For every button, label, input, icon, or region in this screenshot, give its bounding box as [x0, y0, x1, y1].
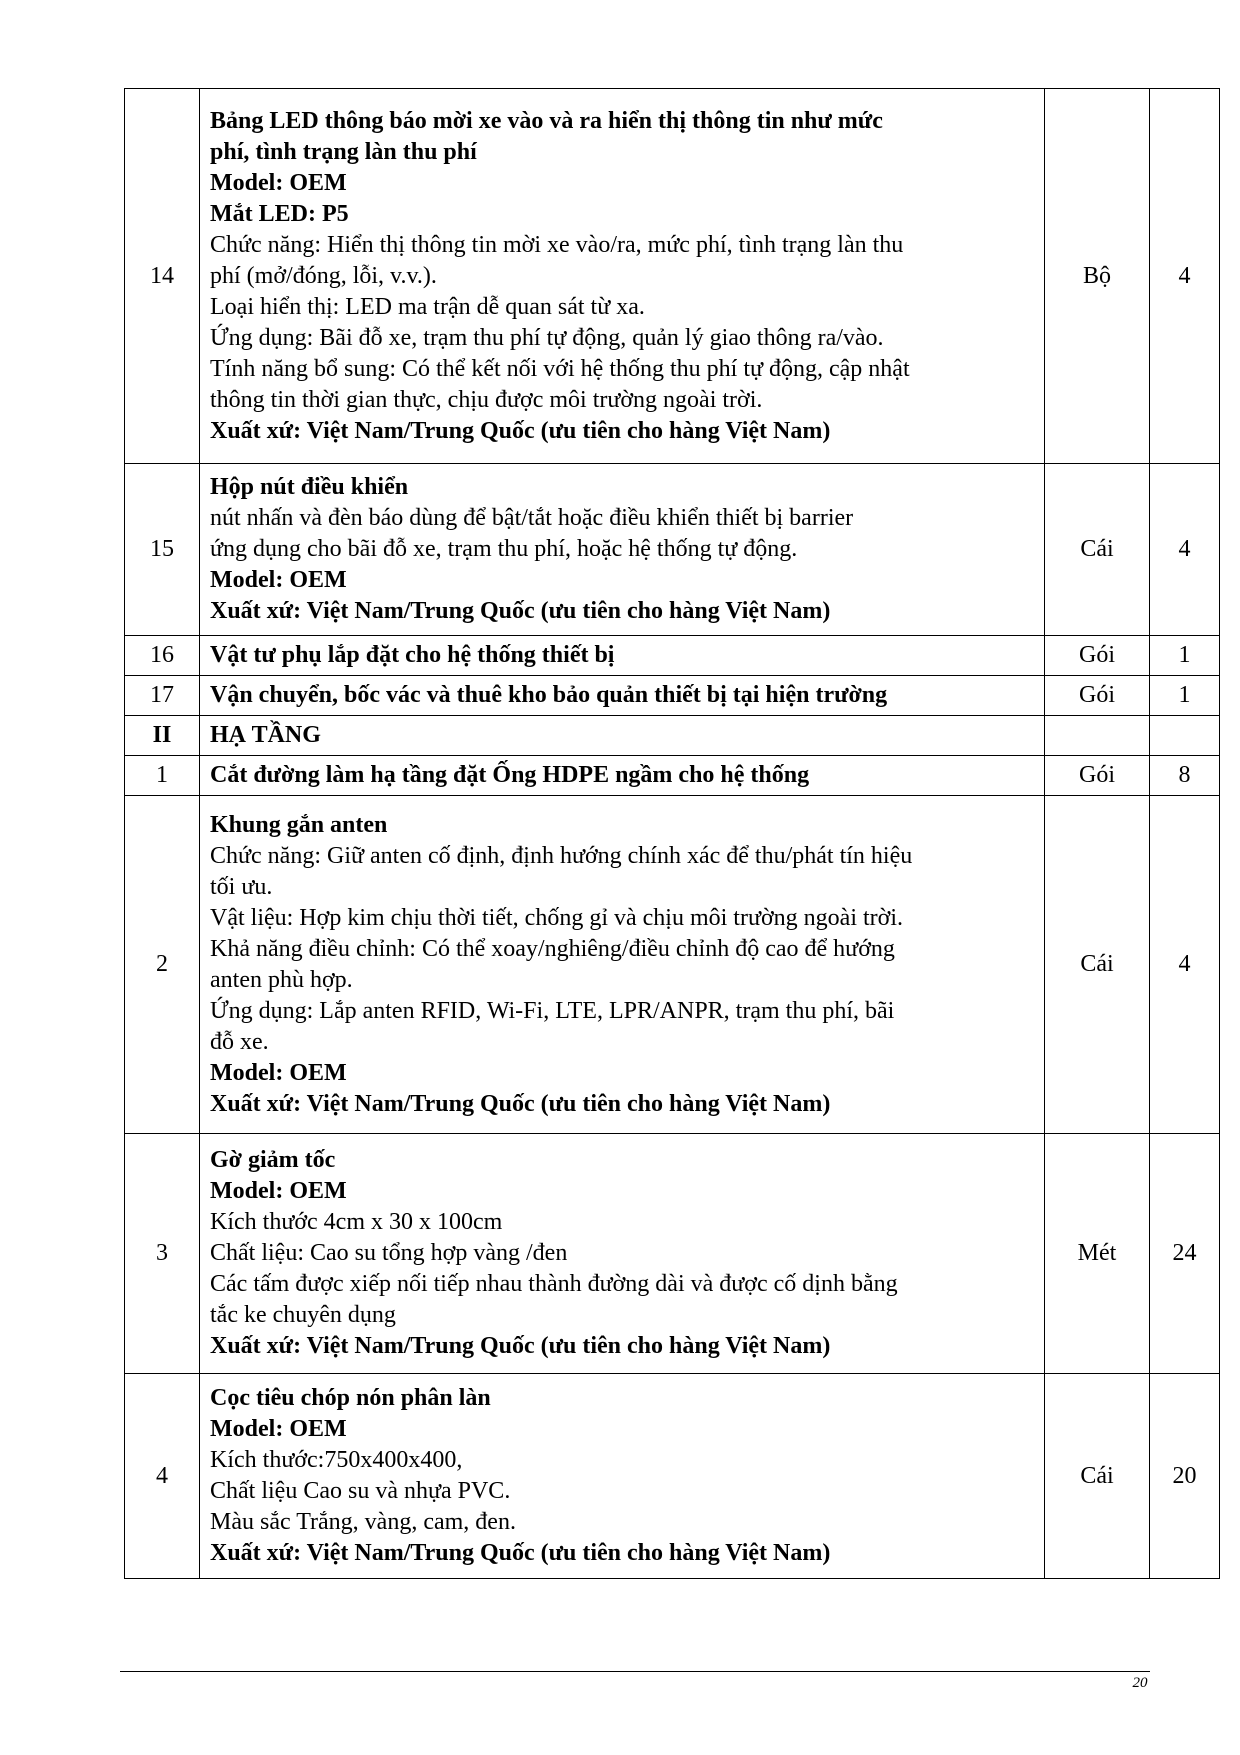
description-line: tối ưu. [210, 873, 273, 900]
table-row [125, 796, 1220, 1134]
item-unit: Cái [1045, 464, 1150, 636]
item-description [200, 1134, 1045, 1374]
description-line-bold: Model: OEM [210, 1178, 347, 1204]
description-line-bold: Hộp nút điều khiển [210, 474, 409, 500]
item-quantity: 4 [1150, 464, 1220, 636]
item-quantity: 24 [1150, 1134, 1220, 1374]
equipment-table [124, 88, 1220, 1579]
item-quantity: 20 [1150, 1374, 1220, 1579]
description-line-bold: Khung gắn anten [210, 811, 388, 838]
table-row [125, 1374, 1220, 1579]
description-line-bold: Xuất xứ: Việt Nam/Trung Quốc (ưu tiên cho hàng Việt Nam) [210, 598, 831, 624]
description-line: Vật liệu: Hợp kim chịu thời tiết, chống gỉ và chịu môi trường ngoài trời. [210, 904, 903, 931]
description-line: Loại hiển thị: LED ma trận dễ quan sát từ xa. [210, 293, 645, 320]
description-line-bold: Xuất xứ: Việt Nam/Trung Quốc (ưu tiên cho hàng Việt Nam) [210, 1540, 831, 1566]
item-quantity [1150, 716, 1220, 756]
description-line-bold: Model: OEM [210, 567, 347, 593]
table-row [125, 1134, 1220, 1374]
description-line: nút nhấn và đèn báo dùng để bật/tắt hoặc điều khiển thiết bị barrier [210, 505, 854, 531]
item-quantity: 4 [1150, 89, 1220, 464]
description-line-bold: Xuất xứ: Việt Nam/Trung Quốc (ưu tiên cho hàng Việt Nam) [210, 417, 831, 444]
item-number: 1 [125, 756, 200, 796]
description-line-bold: Xuất xứ: Việt Nam/Trung Quốc (ưu tiên cho hàng Việt Nam) [210, 1090, 831, 1117]
description-line: Kích thước:750x400x400, [210, 1447, 463, 1473]
table-row [125, 716, 1220, 756]
description-line-bold: Mắt LED: P5 [210, 200, 349, 227]
description-line: Kích thước 4cm x 30 x 100cm [210, 1209, 503, 1235]
description-line: Chất liệu Cao su và nhựa PVC. [210, 1478, 511, 1504]
description-line: Chất liệu: Cao su tổng hợp vàng /đen [210, 1240, 568, 1266]
item-quantity: 1 [1150, 676, 1220, 716]
item-unit: Gói [1045, 756, 1150, 796]
item-description [200, 1374, 1045, 1579]
description-line: ứng dụng cho bãi đỗ xe, trạm thu phí, hoặc hệ thống tự động. [210, 536, 798, 562]
item-number: 15 [125, 464, 200, 636]
item-description [200, 636, 1045, 676]
item-description [200, 716, 1045, 756]
description-line-bold: Xuất xứ: Việt Nam/Trung Quốc (ưu tiên cho hàng Việt Nam) [210, 1333, 831, 1359]
table-row [125, 89, 1220, 464]
item-number: 3 [125, 1134, 200, 1374]
item-unit: Cái [1045, 1374, 1150, 1579]
description-line-bold: Bảng LED thông báo mời xe vào và ra hiển thị thông tin như mức [210, 107, 883, 134]
description-line: Chức năng: Giữ anten cố định, định hướng chính xác để thu/phát tín hiệu [210, 842, 913, 869]
equipment-table-body [125, 89, 1220, 1579]
item-unit [1045, 716, 1150, 756]
item-unit: Gói [1045, 636, 1150, 676]
description-line-bold: HẠ TẦNG [210, 722, 321, 748]
description-line-bold: Model: OEM [210, 1416, 347, 1442]
description-line-bold: Model: OEM [210, 169, 347, 196]
item-unit: Bộ [1045, 89, 1150, 464]
item-unit: Gói [1045, 676, 1150, 716]
description-line-bold: phí, tình trạng làn thu phí [210, 138, 477, 165]
description-line-bold: Cọc tiêu chóp nón phân làn [210, 1385, 491, 1411]
item-number: 17 [125, 676, 200, 716]
item-description [200, 464, 1045, 636]
item-quantity: 1 [1150, 636, 1220, 676]
description-line: Tính năng bổ sung: Có thể kết nối với hệ thống thu phí tự động, cập nhật [210, 355, 910, 382]
item-unit: Cái [1045, 796, 1150, 1134]
page-number: 20 [1132, 1675, 1148, 1691]
description-line: Ứng dụng: Bãi đỗ xe, trạm thu phí tự động, quản lý giao thông ra/vào. [210, 324, 884, 351]
item-number: 2 [125, 796, 200, 1134]
item-number: 16 [125, 636, 200, 676]
description-line-bold: Gờ giảm tốc [210, 1147, 336, 1173]
item-description [200, 89, 1045, 464]
description-line: Ứng dụng: Lắp anten RFID, Wi-Fi, LTE, LPR/ANPR, trạm thu phí, bãi [210, 997, 895, 1024]
description-line: Khả năng điều chỉnh: Có thể xoay/nghiêng/điều chỉnh độ cao để hướng [210, 935, 895, 962]
item-unit: Mét [1045, 1134, 1150, 1374]
table-row [125, 464, 1220, 636]
item-number: II [125, 716, 200, 756]
description-line-bold: Vận chuyển, bốc vác và thuê kho bảo quản thiết bị tại hiện trường [210, 682, 888, 708]
description-line: Màu sắc Trắng, vàng, cam, đen. [210, 1509, 516, 1535]
item-number: 14 [125, 89, 200, 464]
item-description [200, 676, 1045, 716]
description-line: anten phù hợp. [210, 966, 353, 993]
description-line-bold: Cắt đường làm hạ tầng đặt Ống HDPE ngầm cho hệ thống [210, 762, 810, 788]
description-line: Các tấm được xiếp nối tiếp nhau thành đường dài và được cố dịnh bằng [210, 1271, 898, 1297]
table-row [125, 636, 1220, 676]
table-row [125, 676, 1220, 716]
item-description [200, 796, 1045, 1134]
description-line: phí (mở/đóng, lỗi, v.v.). [210, 262, 437, 289]
description-line: tắc ke chuyên dụng [210, 1302, 396, 1328]
item-quantity: 4 [1150, 796, 1220, 1134]
item-quantity: 8 [1150, 756, 1220, 796]
footer-rule [120, 1671, 1150, 1672]
item-description [200, 756, 1045, 796]
description-line-bold: Model: OEM [210, 1059, 347, 1086]
description-line-bold: Vật tư phụ lắp đặt cho hệ thống thiết bị [210, 642, 615, 668]
item-number: 4 [125, 1374, 200, 1579]
table-row [125, 756, 1220, 796]
description-line: đỗ xe. [210, 1028, 269, 1055]
description-line: thông tin thời gian thực, chịu được môi trường ngoài trời. [210, 386, 763, 413]
description-line: Chức năng: Hiển thị thông tin mời xe vào/ra, mức phí, tình trạng làn thu [210, 231, 904, 258]
